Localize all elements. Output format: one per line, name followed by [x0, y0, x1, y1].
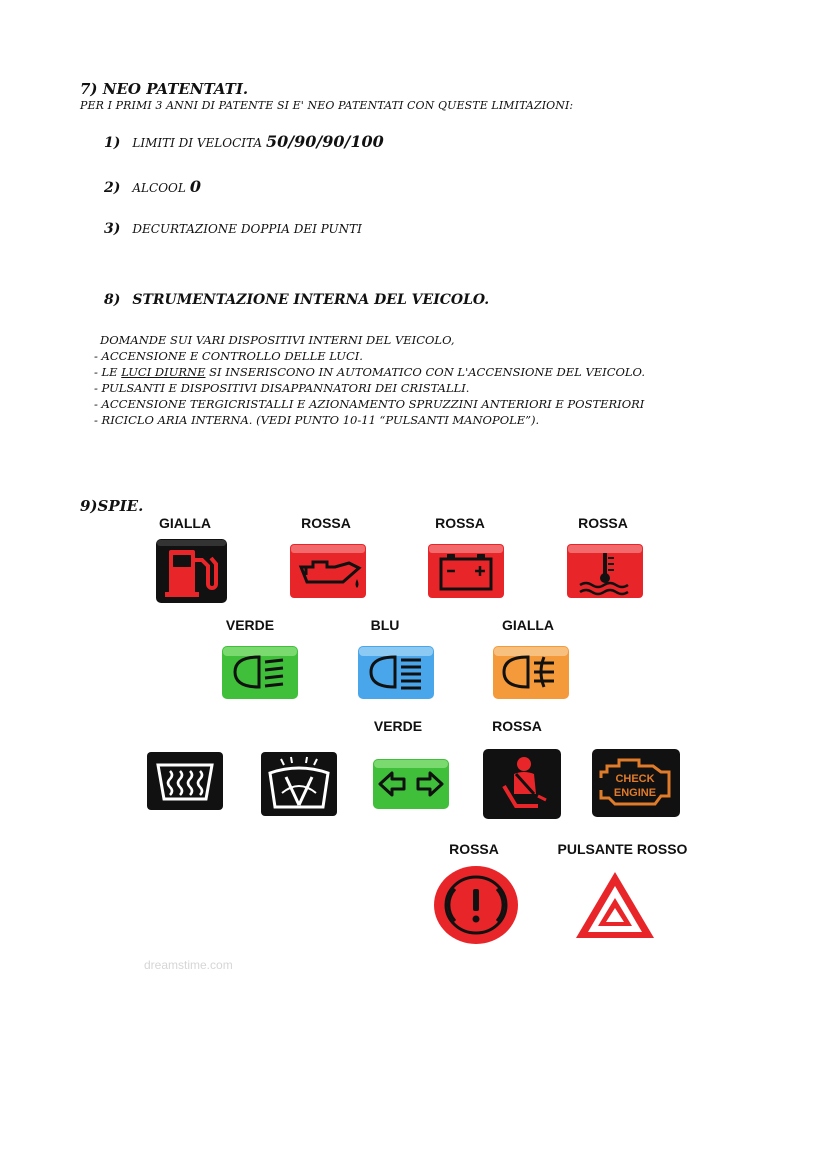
section-8-line-5: - ACCENSIONE TERGICRISTALLI E AZIONAMENTO SPRUZZINI ANTERIORI E POSTERIORI	[94, 397, 645, 411]
alcohol-value: 0	[189, 177, 201, 196]
limit-item-text: LIMITI DI VELOCITA	[132, 136, 263, 150]
section-7-title: 7) NEO PATENTATI.	[80, 80, 249, 98]
section-8-line-6: - RICICLO ARIA INTERNA. (VEDI PUNTO 10-11 “PULSANTI MANOPOLE”).	[94, 413, 540, 427]
limit-item-number: 2)	[104, 180, 121, 196]
section-8-line-1: DOMANDE SUI VARI DISPOSITIVI INTERNI DEL VEICOLO,	[100, 333, 455, 347]
high-beam-icon	[357, 645, 435, 700]
coolant-temperature-icon	[566, 543, 644, 599]
limit-item-text: ALCOOL	[132, 181, 186, 195]
limit-item-text: DECURTAZIONE DOPPIA DEI PUNTI	[132, 222, 362, 236]
fog-light-icon	[492, 645, 570, 700]
section-8-title	[104, 292, 489, 308]
rear-defrost-icon	[146, 751, 224, 811]
limit-item-2	[104, 177, 201, 196]
check-engine-line-2: ENGINE	[613, 787, 657, 799]
battery-icon	[427, 543, 505, 599]
label-seatbelt: ROSSA	[492, 718, 542, 734]
fuel-icon	[155, 538, 228, 604]
oil-pressure-icon	[289, 543, 367, 599]
section-8-line-2: - ACCENSIONE E CONTROLLO DELLE LUCI.	[94, 349, 363, 363]
limit-item-1	[104, 132, 384, 151]
section-8-line-4: - PULSANTI E DISPOSITIVI DISAPPANNATORI DEI CRISTALLI.	[94, 381, 470, 395]
section-7-intro: PER I PRIMI 3 ANNI DI PATENTE SI E' NEO PATENTATI CON QUESTE LIMITAZIONI:	[80, 99, 574, 112]
section-8-heading: STRUMENTAZIONE INTERNA DEL VEICOLO.	[132, 292, 490, 308]
section-8-number: 8)	[104, 292, 121, 308]
label-high-beam: BLU	[370, 617, 400, 633]
limit-item-number: 1)	[104, 135, 121, 151]
hazard-warning-icon[interactable]	[574, 870, 656, 940]
check-engine-line-1: CHECK	[615, 773, 655, 785]
brake-warning-icon	[433, 865, 519, 945]
line-3-post: SI INSERISCONO IN AUTOMATICO CON L'ACCENSIONE DEL VEICOLO.	[205, 365, 645, 379]
label-temp: ROSSA	[578, 515, 628, 531]
section-9-title: 9)SPIE.	[80, 497, 144, 515]
luci-diurne-underlined: LUCI DIURNE	[121, 365, 206, 379]
label-oil: ROSSA	[301, 515, 351, 531]
turn-indicators-icon	[372, 758, 450, 810]
watermark: dreamstime.com	[144, 958, 233, 972]
label-fog: GIALLA	[501, 617, 555, 633]
seatbelt-icon	[482, 748, 562, 820]
label-fuel: GIALLA	[158, 515, 212, 531]
label-hazard: PULSANTE ROSSO	[557, 841, 688, 857]
check-engine-icon	[591, 748, 681, 818]
low-beam-icon	[221, 645, 299, 700]
line-3-pre: - LE	[94, 365, 122, 379]
limit-item-3	[104, 221, 362, 237]
label-indicators: VERDE	[373, 718, 423, 734]
limit-item-number: 3)	[104, 221, 121, 237]
label-brake: ROSSA	[449, 841, 499, 857]
label-battery: ROSSA	[435, 515, 485, 531]
section-8-line-3	[94, 365, 645, 379]
speed-limits-value: 50/90/90/100	[266, 132, 384, 151]
windshield-washer-icon	[260, 751, 338, 817]
label-low-beam: VERDE	[225, 617, 275, 633]
